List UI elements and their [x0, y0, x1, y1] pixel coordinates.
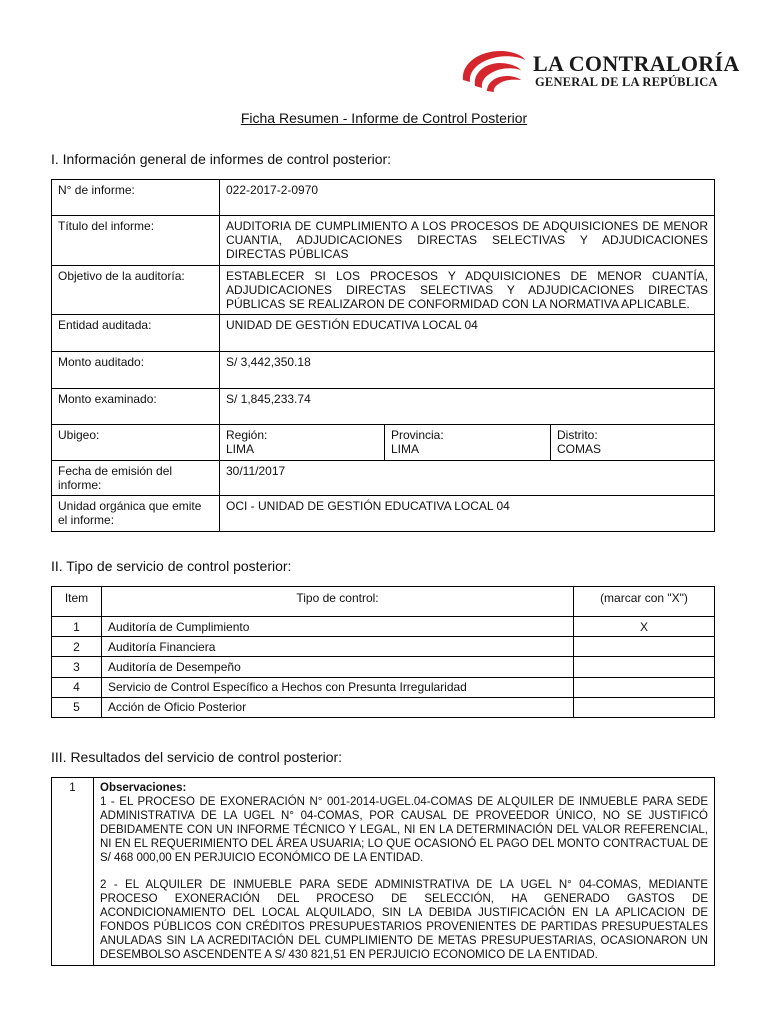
section-2-heading: II. Tipo de servicio de control posterior: — [51, 558, 292, 574]
observations-cell — [94, 778, 715, 966]
region-label: Región: — [226, 428, 268, 442]
row-item: 4 — [52, 677, 102, 697]
row-item: 1 — [52, 617, 102, 637]
row-tipo: Auditoría de Desempeño — [102, 657, 574, 677]
row-mark: X — [574, 617, 715, 637]
table-row — [52, 389, 715, 425]
row-mark — [574, 637, 715, 657]
provincia-label: Provincia: — [391, 428, 444, 442]
table-row — [52, 496, 715, 532]
distrito-label: Distrito: — [557, 428, 598, 442]
results-table — [51, 777, 715, 966]
col-item-header: Item — [52, 587, 102, 617]
unidad-value: OCI - UNIDAD DE GESTIÓN EDUCATIVA LOCAL 04 — [220, 496, 715, 532]
table-row — [52, 697, 715, 717]
contraloria-logo — [455, 46, 740, 96]
monto-auditado-label: Monto auditado: — [52, 352, 220, 389]
entidad-label: Entidad auditada: — [52, 315, 220, 352]
col-tipo-header: Tipo de control: — [102, 587, 574, 617]
titulo-value: AUDITORIA DE CUMPLIMIENTO A LOS PROCESOS DE ADQUISICIONES DE MENOR CUANTIA, ADJUDICACIONES DIRECTAS SELECTIVAS Y ADJUDICACIONES DIRECTAS PÚBLICAS — [220, 216, 715, 266]
control-type-table — [51, 586, 715, 718]
distrito-cell — [551, 425, 715, 461]
document-title: Ficha Resumen - Informe de Control Posterior — [240, 110, 528, 126]
informe-label: N° de informe: — [52, 180, 220, 216]
row-item: 5 — [52, 697, 102, 717]
provincia-value: LIMA — [391, 442, 420, 456]
table-row — [52, 677, 715, 697]
table-row — [52, 778, 715, 966]
ubigeo-label: Ubigeo: — [52, 425, 220, 461]
fecha-value: 30/11/2017 — [220, 461, 715, 496]
table-row — [52, 617, 715, 637]
objetivo-value: ESTABLECER SI LOS PROCESOS Y ADQUISICIONES DE MENOR CUANTÍA, ADJUDICACIONES DIRECTAS SELECTIVAS Y ADJUDICACIONES DIRECTAS PÚBLICAS SE REALIZARON DE CONFORMIDAD CON LA NORMATIVA APLICABLE. — [220, 266, 715, 315]
table-row — [52, 352, 715, 389]
general-info-table — [51, 179, 715, 532]
table-row — [52, 180, 715, 216]
table-row — [52, 315, 715, 352]
provincia-cell — [385, 425, 551, 461]
table-header-row — [52, 587, 715, 617]
row-item: 2 — [52, 637, 102, 657]
row-tipo: Acción de Oficio Posterior — [102, 697, 574, 717]
observation-1: 1 - EL PROCESO DE EXONERACIÓN N° 001-2014-UGEL.04-COMAS DE ALQUILER DE INMUEBLE PARA SEDE ADMINISTRATIVA DE LA UGEL N° 04-COMAS, POR CAUSAL DE PROVEEDOR ÚNICO, NO SE JUSTIFICÓ DEBIDAMENTE CON UN INFORME TÉCNICO Y LEGAL, NI EN LA DETERMINACIÓN DEL VALOR REFERENCIAL, NI EN EL REQUERIMIENTO DEL ÁREA USUARIA; LO QUE OCASIONÓ EL PAGO DEL MONTO CONTRACTUAL DE S/ 468 000,00 EN PERJUICIO ECONÓMICO DE LA ENTIDAD. — [100, 796, 708, 865]
unidad-label: Unidad orgánica que emite el informe: — [52, 496, 220, 532]
monto-examinado-label: Monto examinado: — [52, 389, 220, 425]
informe-value: 022-2017-2-0970 — [220, 180, 715, 216]
row-mark — [574, 657, 715, 677]
row-mark — [574, 677, 715, 697]
logo-title: LA CONTRALORÍA — [533, 51, 740, 76]
titulo-label: Título del informe: — [52, 216, 220, 266]
table-row — [52, 266, 715, 315]
row-tipo: Servicio de Control Específico a Hechos con Presunta Irregularidad — [102, 677, 574, 697]
row-mark — [574, 697, 715, 717]
result-number: 1 — [52, 778, 94, 966]
observation-2: 2 - EL ALQUILER DE INMUEBLE PARA SEDE ADMINISTRATIVA DE LA UGEL N° 04-COMAS, MEDIANTE PROCESO EXONERACIÓN DEL PROCESO DE SELECCIÓN, HA GENERADO GASTOS DE ACONDICIONAMIENTO DEL LOCAL ALQUILADO, SIN LA DEBIDA JUSTIFICACIÓN EN LA APLICACION DE FONDOS PÚBLICOS CON CRÉDITOS PRESUPUESTARIOS PROVENIENTES DE PARTIDAS PRESUPUESTALES ANULADAS SIN LA ACREDITACIÓN DEL CUMPLIMIENTO DE METAS PRESUPUESTARIAS, OCASIONARON UN DESEMBOLSO ASCENDENTE A S/ 430 821,51 EN PERJUICIO ECONOMICO DE LA ENTIDAD. — [100, 878, 708, 962]
row-tipo: Auditoría de Cumplimiento — [102, 617, 574, 637]
section-1-heading: I. Información general de informes de control posterior: — [51, 151, 392, 167]
col-mark-header: (marcar con "X") — [574, 587, 715, 617]
table-row — [52, 637, 715, 657]
table-row — [52, 425, 715, 461]
contraloria-swoosh-icon — [455, 46, 527, 94]
objetivo-label: Objetivo de la auditoría: — [52, 266, 220, 315]
observations-title: Observaciones: — [100, 782, 187, 794]
distrito-value: COMAS — [557, 442, 602, 456]
row-tipo: Auditoría Financiera — [102, 637, 574, 657]
table-row — [52, 657, 715, 677]
fecha-label: Fecha de emisión del informe: — [52, 461, 220, 496]
region-value: LIMA — [226, 442, 255, 456]
monto-examinado-value: S/ 1,845,233.74 — [220, 389, 715, 425]
logo-subtitle: GENERAL DE LA REPÚBLICA — [535, 75, 718, 89]
entidad-value: UNIDAD DE GESTIÓN EDUCATIVA LOCAL 04 — [220, 315, 715, 352]
section-3-heading: III. Resultados del servicio de control posterior: — [51, 749, 343, 765]
region-cell — [220, 425, 385, 461]
table-row — [52, 461, 715, 496]
row-item: 3 — [52, 657, 102, 677]
table-row — [52, 216, 715, 266]
monto-auditado-value: S/ 3,442,350.18 — [220, 352, 715, 389]
